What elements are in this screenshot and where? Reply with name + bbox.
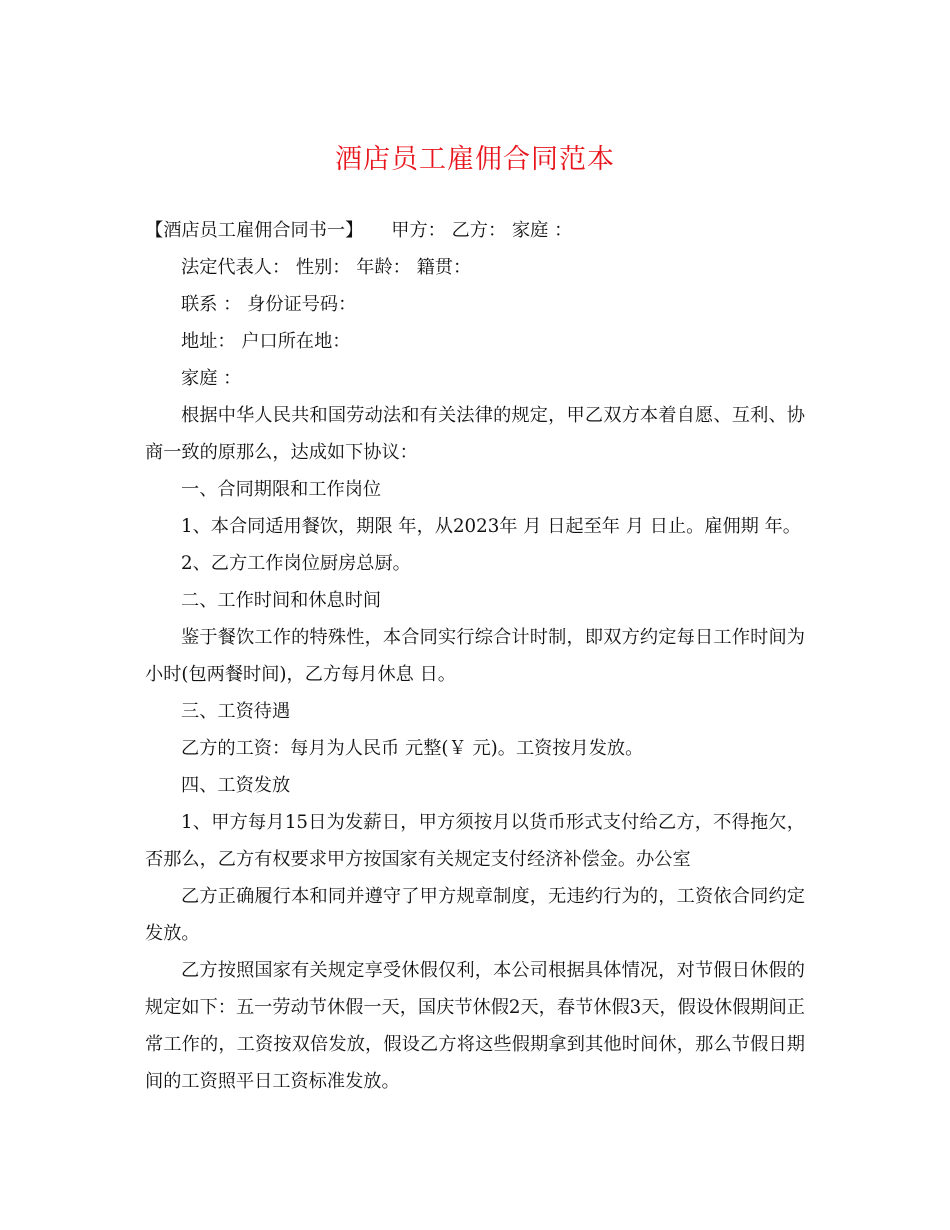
representative-line: 法定代表人： 性别： 年龄： 籍贯： [181,257,472,278]
contract-header-line [145,212,805,249]
term-clause-2: 2、乙方工作岗位厨房总厨。 [181,553,411,574]
section-heading-salary: 三、工资待遇 [181,701,291,722]
address-line: 地址： 户口所在地： [181,331,351,352]
salary-paragraph: 乙方的工资：每月为人民币 元整(￥ 元)。工资按月发放。 [181,738,644,759]
payment-clause-1: 1、甲方每月15日为发薪日，甲方须按月以货币形式支付给乙方，不得拖欠，否那么，乙方有权要求甲方按国家有关规定支付经济补偿金。办公室 [145,812,805,870]
term-clause-1: 1、本合同适用餐饮，期限 年，从2023年 月 日起至年 月 日止。雇佣期 年。 [181,516,801,537]
document-body [145,212,805,1100]
section-heading-payment: 四、工资发放 [181,775,291,796]
document-title: 酒店员工雇佣合同范本 [335,144,615,175]
family-line: 家庭 ： [181,368,242,389]
payment-clause-2: 乙方正确履行本和同并遵守了甲方规章制度，无违约行为的，工资依合同约定发放。 [145,886,805,944]
contact-line: 联系 ： 身份证号码： [181,294,357,315]
section-heading-term: 一、合同期限和工作岗位 [181,479,382,500]
holiday-paragraph: 乙方按照国家有关规定享受休假仅利，本公司根据具体情况，对节假日休假的规定如下：五一劳动节休假一天，国庆节休假2天，春节休假3天，假设休假期间正常工作的，工资按双倍发放，假设乙方将这些假期拿到其他时间休，那么节假日期间的工资照平日工资标准发放。 [145,960,805,1092]
intro-paragraph: 根据中华人民共和国劳动法和有关法律的规定，甲乙双方本着自愿、互利、协商一致的原那么，达成如下协议： [145,405,805,463]
section-heading-hours: 二、工作时间和休息时间 [181,590,382,611]
parties-label: 甲方： 乙方： 家庭 ： [391,220,573,241]
contract-book-label: 【酒店员工雇佣合同书一】 [145,220,364,241]
hours-paragraph: 鉴于餐饮工作的特殊性，本合同实行综合计时制，即双方约定每日工作时间为 小时(包两餐时间)，乙方每月休息 日。 [145,627,805,685]
